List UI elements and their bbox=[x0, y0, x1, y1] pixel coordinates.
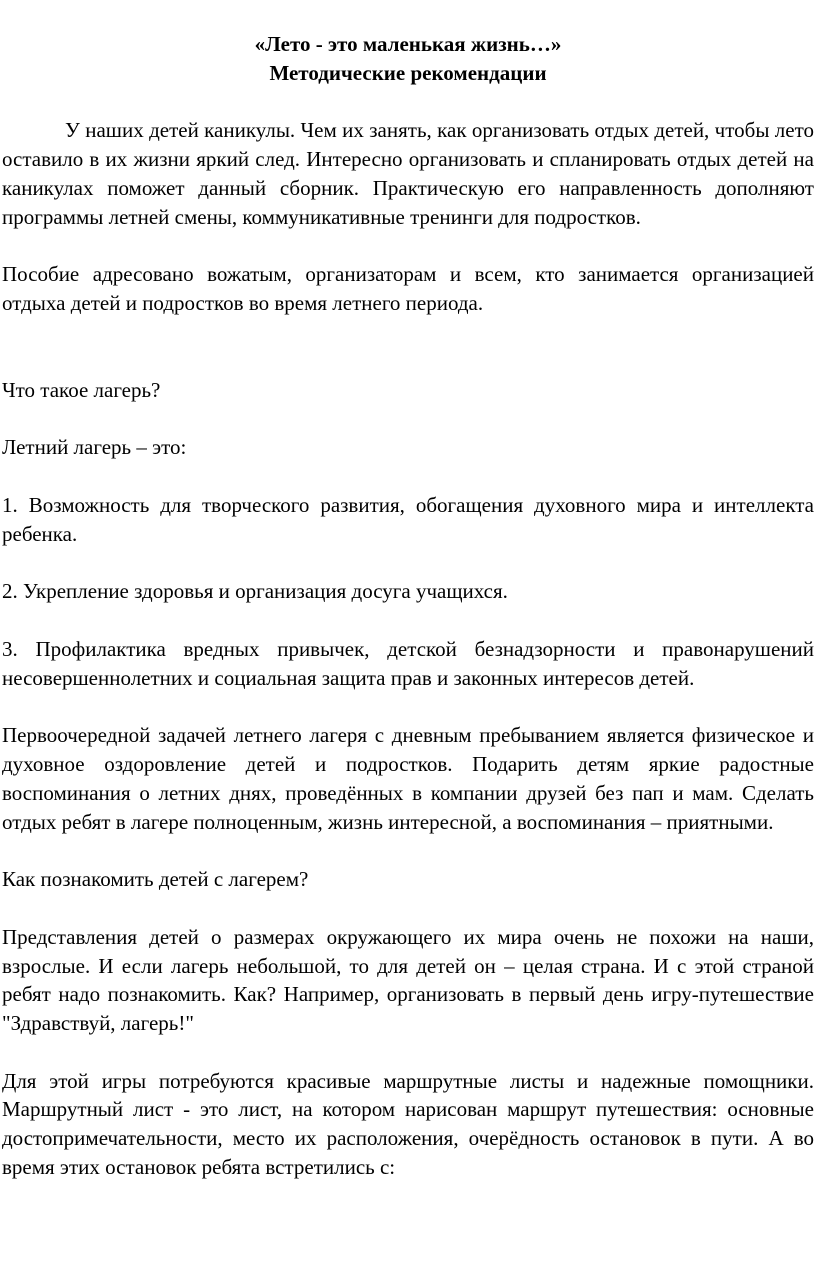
list-item-3: 3. Профилактика вредных привычек, детской безнадзорности и правонарушений несовершеннолетних и социальная защита прав и законных интересов детей. bbox=[2, 636, 814, 690]
question-introduction: Как познакомить детей с лагерем? bbox=[2, 867, 309, 892]
intro-paragraph: У наших детей каникулы. Чем их занять, как организовать отдых детей, чтобы лето оставило в их жизни яркий след. Интересно организовать и спланировать отдых детей на каникулах поможет данный сборник. Практическую его направленность дополняют программы летней смены, коммуникативные тренинги для подростков. bbox=[2, 118, 814, 229]
document-title: «Лето - это маленькая жизнь…» bbox=[254, 32, 562, 56]
game-paragraph: Для этой игры потребуются красивые маршрутные листы и надежные помощники. Маршрутный лист - это лист, на котором нарисован маршрут путешествия: основные достопримечательности, место их расположения, очерёдность остановок в пути. А во время этих остановок ребята встретились с: bbox=[2, 1068, 814, 1180]
list-item-1: 1. Возможность для творческого развития, обогащения духовного мира и интеллекта ребенка. bbox=[2, 492, 814, 546]
camp-definition-lead: Летний лагерь – это: bbox=[2, 435, 187, 460]
question-camp: Что такое лагерь? bbox=[2, 377, 161, 402]
document-subtitle: Методические рекомендации bbox=[269, 60, 547, 85]
spacer bbox=[2, 88, 814, 117]
list-item-2: 2. Укрепление здоровья и организация досуга учащихся. bbox=[2, 579, 508, 604]
perception-paragraph: Представления детей о размерах окружающего их мира очень не похожи на наши, взрослые. И если лагерь небольшой, то для детей он – целая страна. И с этой страной ребят надо познакомить. Как? Например, организовать в первый день игру-путешествие "Здравствуй, лагерь!" bbox=[2, 924, 814, 1036]
primary-task-paragraph: Первоочередной задачей летнего лагеря с дневным пребыванием является физическое и духовное оздоровление детей и подростков. Подарить детям яркие радостные воспоминания о летних днях, проведённых в компании друзей без пап и мам. Сделать отдых ребят в лагере полноценным, жизнь интересной, а воспоминания – приятными. bbox=[2, 723, 814, 834]
audience-paragraph: Пособие адресовано вожатым, организаторам и всем, кто занимается организацией отдыха детей и подростков во время летнего периода. bbox=[2, 262, 814, 316]
spacer bbox=[2, 347, 814, 376]
